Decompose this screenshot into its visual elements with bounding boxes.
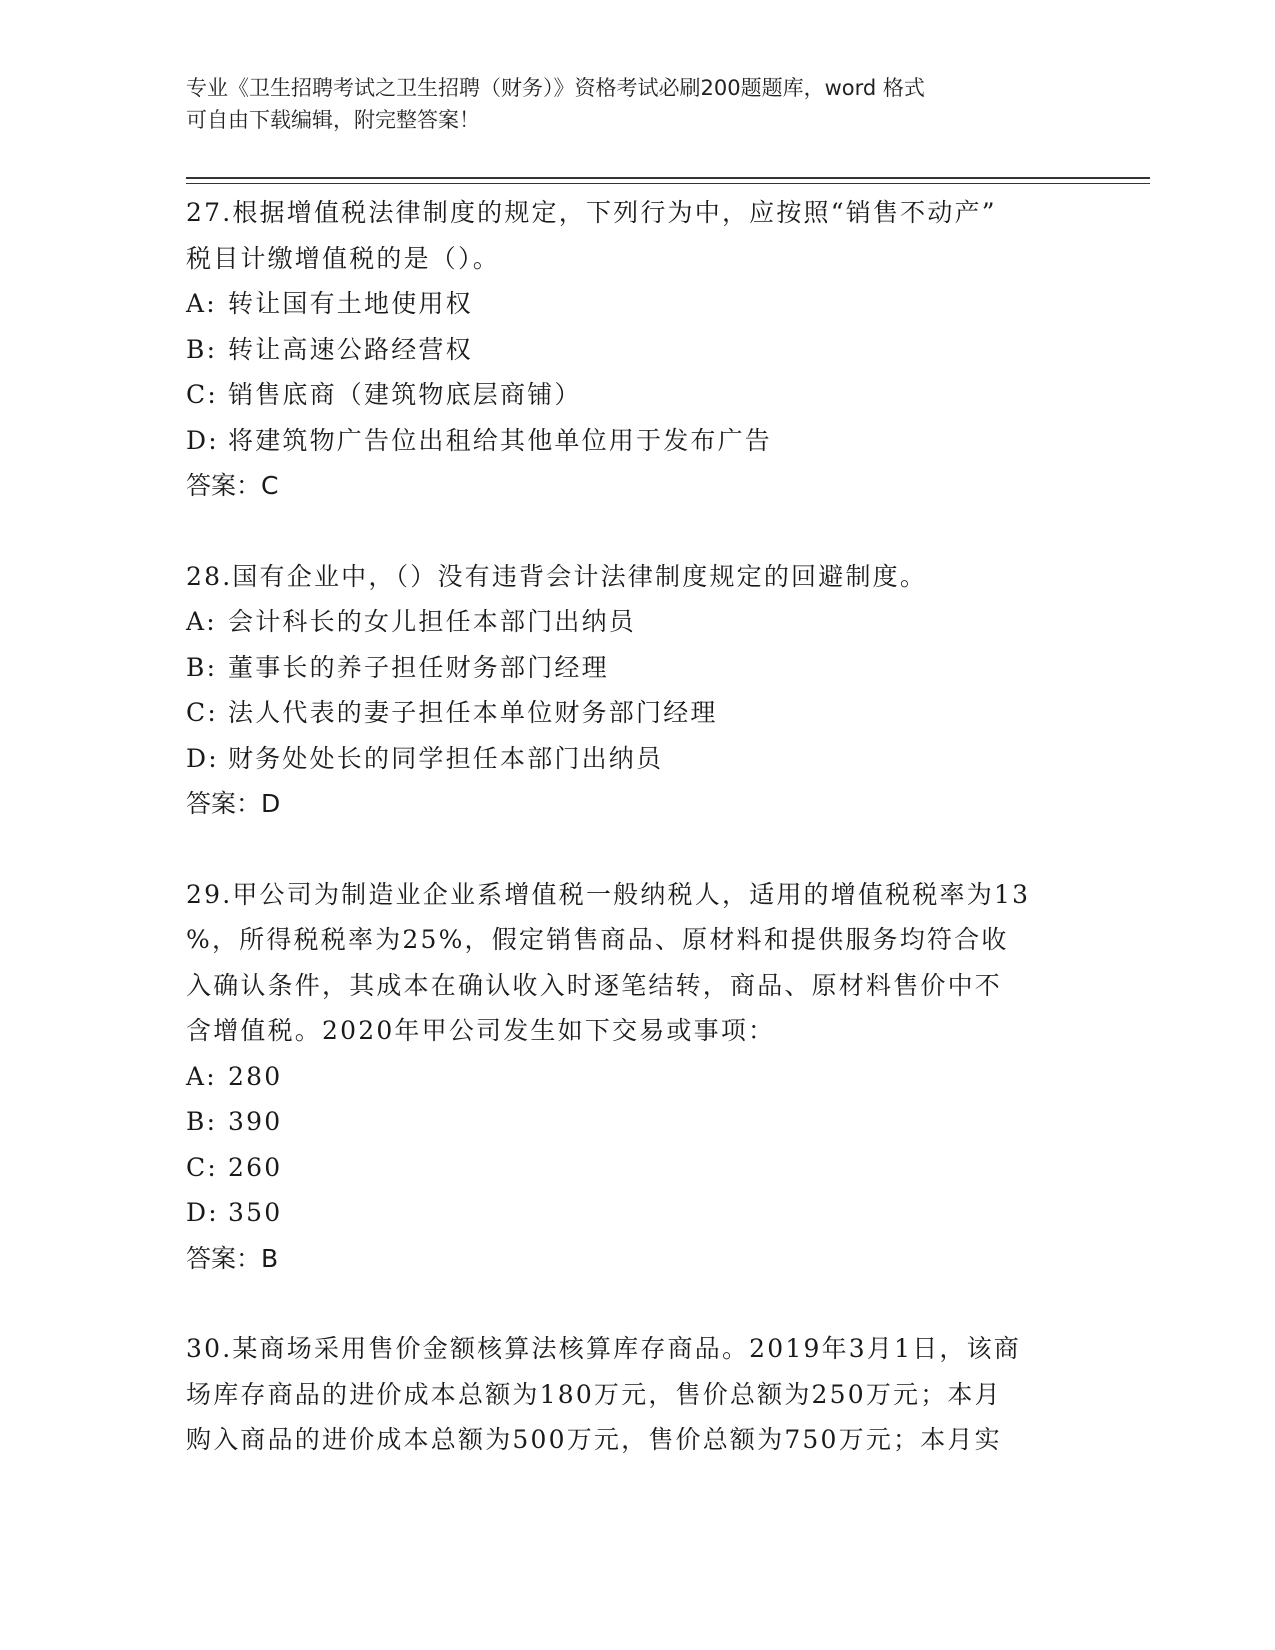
option-letter: B: (186, 652, 218, 682)
option-a (186, 599, 1086, 645)
question-28 (186, 554, 1086, 827)
answer-line: 答案：D (186, 789, 281, 818)
question-spacer (186, 1281, 1086, 1326)
option-c (186, 1145, 1086, 1191)
option-letter: C: (186, 380, 218, 409)
answer-line: 答案：C (186, 471, 279, 500)
option-letter: D: (186, 1198, 219, 1227)
option-letter: A: (186, 289, 217, 318)
header-divider (186, 177, 1150, 184)
option-letter: C: (186, 1152, 218, 1182)
option-text: 350 (228, 1198, 283, 1227)
option-text: 转让高速公路经营权 (228, 334, 473, 364)
option-a (186, 281, 1086, 327)
answer-line: 答案：B (186, 1243, 279, 1273)
option-text: 法人代表的妻子担任本单位财务部门经理 (228, 698, 718, 727)
option-letter: B: (186, 1107, 218, 1136)
option-c (186, 372, 1086, 418)
option-text: 390 (228, 1107, 283, 1136)
option-text: 转让国有土地使用权 (228, 289, 473, 318)
option-text: 280 (228, 1061, 283, 1091)
question-stem-line: 27.根据增值税法律制度的规定，下列行为中，应按照“销售不动产” (186, 198, 997, 227)
question-spacer (186, 827, 1086, 872)
question-stem-line: 29.甲公司为制造业企业系增值税一般纳税人，适用的增值税税率为13 (186, 879, 1031, 909)
question-stem-line: 税目计缴增值税的是（）。 (186, 243, 500, 273)
option-text: 会计科长的女儿担任本部门出纳员 (228, 607, 637, 636)
option-letter: A: (186, 1061, 217, 1091)
question-spacer (186, 509, 1086, 554)
question-stem-line: 入确认条件，其成本在确认收入时逐笔结转，商品、原材料售价中不 (186, 970, 1003, 1000)
option-b (186, 327, 1086, 373)
question-30 (186, 1326, 1086, 1463)
question-stem-line: 含增值税。2020年甲公司发生如下交易或事项： (186, 1016, 776, 1045)
option-letter: C: (186, 698, 218, 727)
option-text: 260 (228, 1152, 283, 1182)
option-text: 财务处处长的同学担任本部门出纳员 (228, 743, 664, 773)
option-text: 董事长的养子担任财务部门经理 (228, 652, 609, 682)
option-b (186, 645, 1086, 691)
option-text: 将建筑物广告位出租给其他单位用于发布广告 (228, 425, 773, 455)
option-letter: B: (186, 334, 218, 364)
option-letter: D: (186, 425, 219, 455)
question-stem-line: 购入商品的进价成本总额为500万元，售价总额为750万元；本月实 (186, 1425, 1002, 1454)
document-header (186, 72, 1066, 136)
header-title-line-1: 专业《卫生招聘考试之卫生招聘（财务）》资格考试必刷200题题库，word 格式 (186, 76, 925, 100)
question-stem-line: 场库存商品的进价成本总额为180万元，售价总额为250万元；本月 (186, 1379, 1002, 1409)
option-a (186, 1054, 1086, 1100)
option-d (186, 418, 1086, 464)
option-d (186, 736, 1086, 782)
question-stem-line: 28.国有企业中，（）没有违背会计法律制度规定的回避制度。 (186, 561, 928, 591)
question-list (186, 190, 1086, 1463)
question-27 (186, 190, 1086, 509)
option-b (186, 1099, 1086, 1145)
option-d (186, 1190, 1086, 1236)
option-letter: A: (186, 607, 217, 636)
option-letter: D: (186, 743, 219, 773)
question-stem-line: %，所得税税率为25%，假定销售商品、原材料和提供服务均符合收 (186, 925, 1009, 954)
option-c (186, 690, 1086, 736)
option-text: 销售底商（建筑物底层商铺） (228, 380, 582, 409)
question-stem-line: 30.某商场采用售价金额核算法核算库存商品。2019年3月1日，该商 (186, 1334, 1021, 1363)
question-29 (186, 872, 1086, 1282)
header-title-line-2: 可自由下载编辑，附完整答案！ (186, 108, 480, 132)
